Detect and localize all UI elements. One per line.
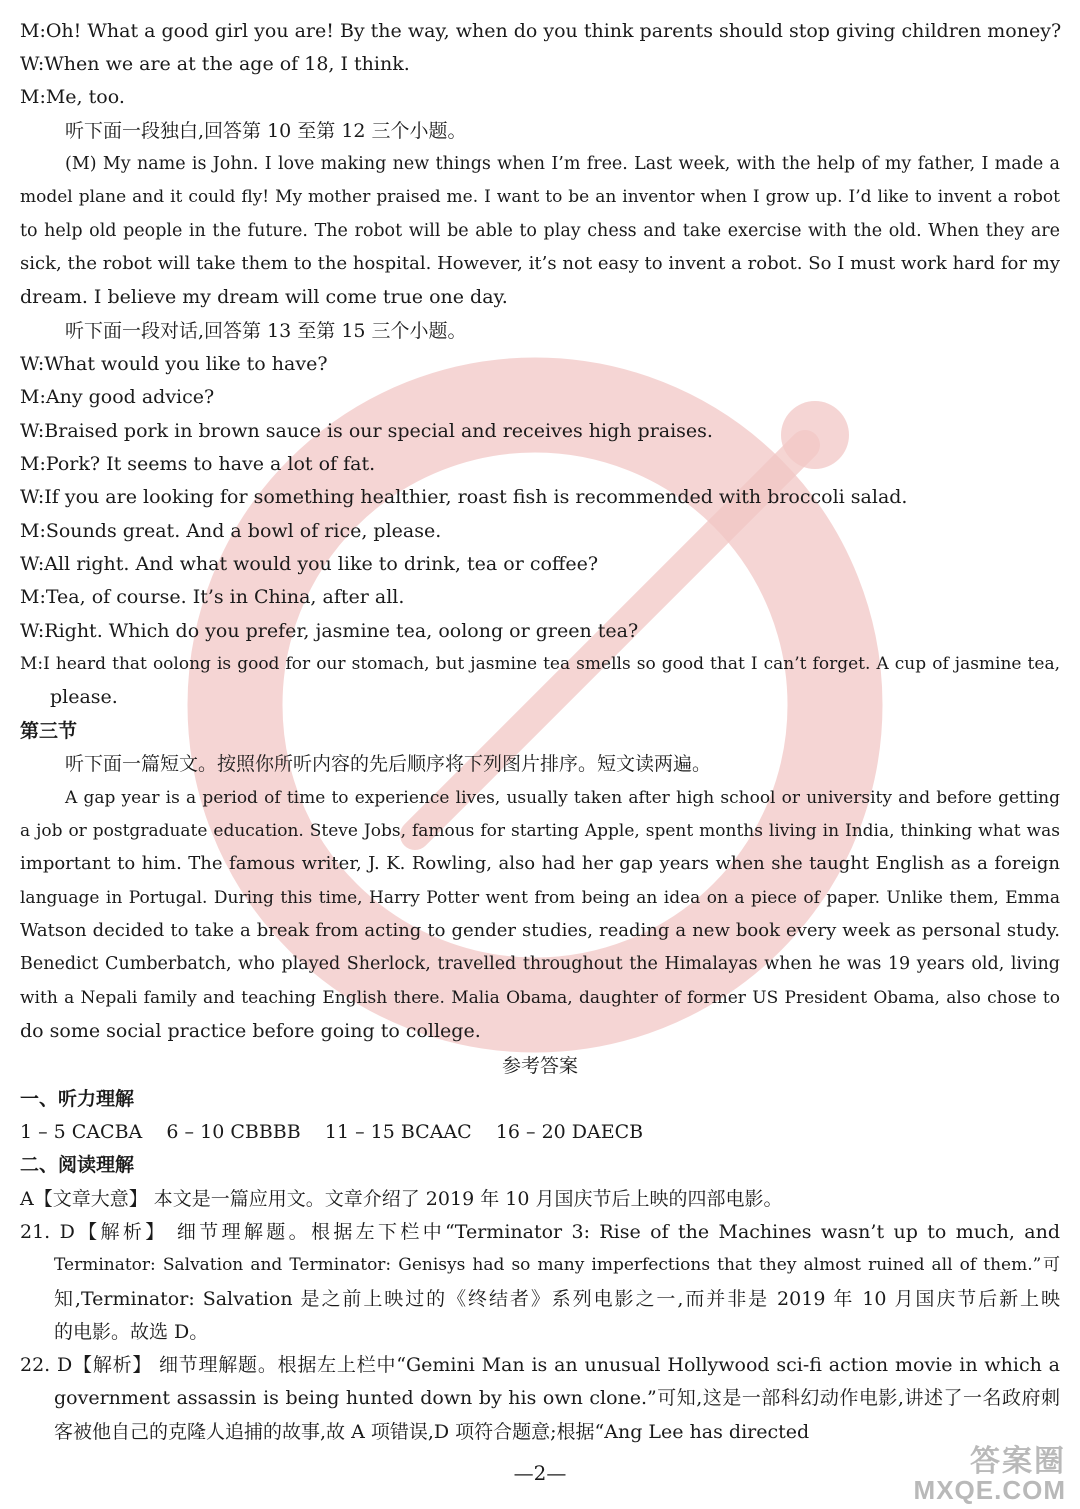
dialogue-line: W:Braised pork in brown sauce is our special and receives high praises. [20,420,713,442]
monologue-line: model plane and it could fly! My mother praised me. I want to be an inventor when I grow up. I’d like to invent a robot [20,187,1060,207]
dialogue-line: M:Sounds great. And a bowl of rice, please. [20,520,442,542]
q21-line: 的电影。故选 D。 [54,1321,209,1343]
passage-line: do some social practice before going to college. [20,1020,481,1042]
q22-line: 22. D【解析】 细节理解题。根据左上栏中“Gemini Man is an unusual Hollywood sci-fi action movie in which a [20,1354,1060,1376]
q22-line: 客被他自己的克隆人追捕的故事,故 A 项错误,D 项符合题意;根据“Ang Lee has directed [54,1421,810,1443]
monologue-line: sick, the robot will take them to the hospital. However, it’s not easy to invent a robot. So I must work hard for my [20,253,1060,274]
dialogue-line: W:Right. Which do you prefer, jasmine tea, oolong or green tea? [20,620,639,642]
passage-line: important to him. The famous writer, J. K. Rowling, also had her gap years when she taught English as a foreign [20,853,1060,874]
passage-line: a job or postgraduate education. Steve Jobs, famous for starting Apple, spent months living in India, thinking what was [20,821,1060,841]
dialogue-line: M:Tea, of course. It’s in China, after all. [20,586,405,608]
site-logo-watermark [914,1447,1066,1503]
monologue-line: (M) My name is John. I love making new things when I’m free. Last week, with the help of my father, I made a [65,154,1060,174]
a-summary: A【文章大意】 本文是一篇应用文。文章介绍了 2019 年 10 月国庆节后上映的四部电影。 [20,1188,783,1210]
q21-line: 21. D【解析】 细节理解题。根据左下栏中“Terminator 3: Rise of the Machines wasn’t up to much, and [20,1221,1060,1243]
dialogue-line: please. [50,686,118,708]
dialogue-line: W:All right. And what would you like to drink, tea or coffee? [20,553,599,575]
site-logo-url: MXQE.COM [913,1475,1066,1505]
part1-answers: 1 – 5 CACBA 6 – 10 CBBBB 11 – 15 BCAAC 16 – 20 DAECB [20,1121,644,1143]
q22-line: government assassin is being hunted down by his own clone.”可知,这是一部科幻动作电影,讲述了一名政府刺 [54,1387,1060,1409]
dialogue-line: W:When we are at the age of 18, I think. [20,53,410,75]
answers-title: 参考答案 [501,1055,578,1077]
passage-line: with a Nepali family and teaching English there. Malia Obama, daughter of former US President Obama, also chose to [20,988,1060,1008]
instruction-dialogue: 听下面一段对话,回答第 13 至第 15 三个小题。 [65,320,467,342]
dialogue-line: M:Pork? It seems to have a lot of fat. [20,453,376,475]
passage-line: Benedict Cumberbatch, who played Sherlock, travelled throughout the Himalayas when he was 19 years old, living [20,954,1060,974]
q21-line: 知,Terminator: Salvation 是之前上映过的《终结者》系列电影之一,而并非是 2019 年 10 月国庆节后新上映 [54,1288,1060,1310]
dialogue-line: W:If you are looking for something healthier, roast fish is recommended with broccoli salad. [20,486,908,508]
dialogue-line: M:Oh! What a good girl you are! By the way, when do you think parents should stop giving children money? [20,20,1062,42]
part1-heading: 一、听力理解 [20,1088,135,1110]
dialogue-line: M:I heard that oolong is good for our stomach, but jasmine tea smells so good that I can’t forget. A cup of jasmine tea, [20,654,1060,674]
instruction-monologue: 听下面一段独白,回答第 10 至第 12 三个小题。 [65,120,467,142]
passage-line: Watson decided to take a break from acting to gender studies, reading a new book every week as personal study. [20,920,1060,941]
site-logo-title: 答案圈 [970,1445,1066,1478]
monologue-line: to help old people in the future. The robot will be able to play chess and take exercise with the old. When they are [20,221,1060,241]
passage-line: A gap year is a period of time to experience lives, usually taken after high school or university and before getting [65,788,1060,808]
dialogue-line: W:What would you like to have? [20,353,328,375]
page-number: —2— [513,1461,567,1485]
instruction-passage: 听下面一篇短文。按照你所听内容的先后顺序将下列图片排序。短文读两遍。 [65,753,712,775]
passage-line: language in Portugal. During this time, Harry Potter went from being an idea on a piece of paper. Unlike them, Emma [20,888,1060,908]
q21-line: Terminator: Salvation and Terminator: Genisys had so many imperfections that they almost ruined all of them.”可 [54,1255,1060,1275]
dialogue-line: M:Any good advice? [20,386,215,408]
part2-heading: 二、阅读理解 [20,1154,135,1176]
dialogue-line: M:Me, too. [20,86,125,108]
monologue-line: dream. I believe my dream will come true one day. [20,286,508,308]
section-heading: 第三节 [20,720,78,742]
